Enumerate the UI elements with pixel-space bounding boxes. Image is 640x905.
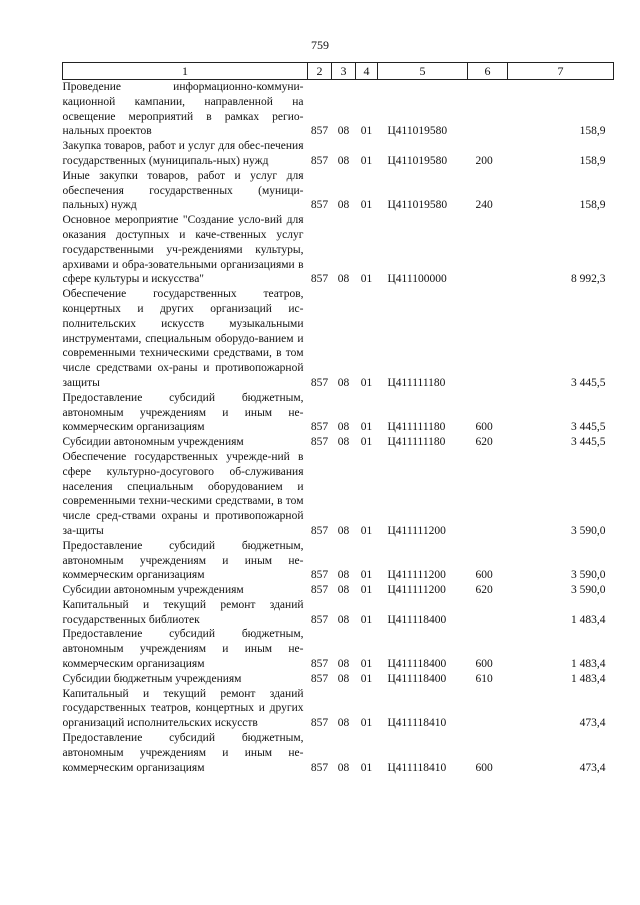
row-expense-type: 600 <box>475 658 493 671</box>
row-section: 08 <box>337 273 350 286</box>
row-ministry-code: 857 <box>310 761 329 774</box>
row-target-article: Ц411118410 <box>387 761 447 774</box>
row-target-article: Ц411111200 <box>387 584 446 597</box>
row-expense-type <box>468 598 508 628</box>
row-section: 08 <box>337 584 350 597</box>
table-row <box>63 731 614 775</box>
row-name: Иные закупки товаров, работ и услуг для обеспечения государственных (муници-пальных) нужд <box>62 169 304 212</box>
page-number: 759 <box>311 38 329 52</box>
row-name: Субсидии автономным учреждениям <box>62 436 244 449</box>
row-section: 08 <box>337 613 350 626</box>
row-amount: 3 590,0 <box>571 584 606 597</box>
row-ministry-code: 857 <box>310 584 329 597</box>
row-subsection: 01 <box>360 421 373 434</box>
table-row <box>63 672 614 687</box>
row-section: 08 <box>337 199 350 212</box>
row-ministry-code: 857 <box>310 717 329 730</box>
row-expense-type <box>468 450 508 539</box>
row-subsection: 01 <box>360 199 373 212</box>
table-row <box>63 213 614 287</box>
row-target-article: Ц411111200 <box>387 524 446 537</box>
row-section: 08 <box>337 154 350 167</box>
row-ministry-code: 857 <box>310 436 329 449</box>
row-amount: 1 483,4 <box>571 658 606 671</box>
row-amount: 473,4 <box>579 761 606 774</box>
row-subsection: 01 <box>360 569 373 582</box>
table-row <box>63 435 614 450</box>
table-header-row <box>63 63 614 80</box>
row-name: Предоставление субсидий бюджетным, автономным учреждениям и иным не-коммерческим организациям <box>62 391 304 434</box>
row-target-article: Ц411111180 <box>387 421 446 434</box>
row-amount: 3 590,0 <box>571 524 606 537</box>
table-row <box>63 391 614 435</box>
row-expense-type: 620 <box>475 436 493 449</box>
row-name: Предоставление субсидий бюджетным, автономным учреждениям и иным не-коммерческим организациям <box>62 732 304 774</box>
row-expense-type <box>468 287 508 391</box>
row-target-article: Ц411019580 <box>387 199 448 212</box>
row-name: Капитальный и текущий ремонт зданий государственных библиотек <box>62 598 304 626</box>
row-name: Проведение информационно-коммуни-кационной кампании, направленной на освещение мероприятий в рамках регио-нальных проектов <box>62 81 304 138</box>
header-col-7: 7 <box>508 63 614 80</box>
row-subsection: 01 <box>360 761 373 774</box>
header-col-5: 5 <box>378 63 468 80</box>
row-subsection: 01 <box>360 584 373 597</box>
row-expense-type <box>468 687 508 731</box>
row-name: Основное мероприятие "Создание усло-вий для оказания доступных и каче-ственных услуг государственными уч-реждениями культуры, архивами и обра-зовательными организациями в сфере культуры и искусства" <box>62 214 304 286</box>
budget-table <box>62 62 614 775</box>
table-row <box>63 598 614 628</box>
table-row <box>63 450 614 539</box>
row-section: 08 <box>337 672 350 685</box>
row-section: 08 <box>337 125 350 138</box>
row-subsection: 01 <box>360 376 373 389</box>
row-subsection: 01 <box>360 613 373 626</box>
row-subsection: 01 <box>360 717 373 730</box>
row-ministry-code: 857 <box>310 613 329 626</box>
row-name: Субсидии бюджетным учреждениям <box>62 672 242 685</box>
row-section: 08 <box>337 436 350 449</box>
row-section: 08 <box>337 569 350 582</box>
row-ministry-code: 857 <box>310 273 329 286</box>
row-expense-type: 200 <box>475 154 493 167</box>
row-target-article: Ц411019580 <box>387 154 448 167</box>
row-name: Субсидии автономным учреждениям <box>62 584 244 597</box>
row-target-article: Ц411100000 <box>387 273 447 286</box>
row-name: Обеспечение государственных учрежде-ний в сфере культурно-досугового об-служивания населения специальным оборудованием и современными техни-ческими средствами, в том числе сред-ствами охраны и противопожарной за-щиты <box>62 450 304 537</box>
table-row <box>63 139 614 169</box>
row-ministry-code: 857 <box>310 154 329 167</box>
row-subsection: 01 <box>360 672 373 685</box>
row-subsection: 01 <box>360 125 373 138</box>
row-section: 08 <box>337 658 350 671</box>
row-amount: 158,9 <box>579 199 606 212</box>
row-target-article: Ц411111180 <box>387 376 446 389</box>
row-ministry-code: 857 <box>310 524 329 537</box>
row-target-article: Ц411118400 <box>387 658 447 671</box>
row-ministry-code: 857 <box>310 376 329 389</box>
header-col-3: 3 <box>332 63 356 80</box>
row-name: Предоставление субсидий бюджетным, автономным учреждениям и иным не-коммерческим организациям <box>62 628 304 671</box>
row-subsection: 01 <box>360 436 373 449</box>
table-row <box>63 80 614 140</box>
header-col-2: 2 <box>308 63 332 80</box>
row-expense-type: 600 <box>475 761 493 774</box>
row-ministry-code: 857 <box>310 672 329 685</box>
row-amount: 158,9 <box>579 125 606 138</box>
row-target-article: Ц411111200 <box>387 569 446 582</box>
row-expense-type: 620 <box>475 584 493 597</box>
row-ministry-code: 857 <box>310 125 329 138</box>
row-section: 08 <box>337 421 350 434</box>
row-expense-type: 240 <box>475 199 493 212</box>
table-row <box>63 583 614 598</box>
row-ministry-code: 857 <box>310 421 329 434</box>
row-target-article: Ц411019580 <box>387 125 448 138</box>
table-row <box>63 287 614 391</box>
row-ministry-code: 857 <box>310 199 329 212</box>
row-ministry-code: 857 <box>310 658 329 671</box>
row-target-article: Ц411111180 <box>387 436 446 449</box>
row-subsection: 01 <box>360 154 373 167</box>
table-row <box>63 169 614 213</box>
row-name: Предоставление субсидий бюджетным, автономным учреждениям и иным не-коммерческим организациям <box>62 539 304 582</box>
row-expense-type <box>468 213 508 287</box>
row-amount: 3 590,0 <box>571 569 606 582</box>
row-name: Обеспечение государственных театров, концертных и других организаций ис-полнительских искусств музыкальными инструментами, специальным оборудо-ванием и современными техническими средствами, в том числе средствами ох-раны и противопожарной защиты <box>62 288 304 389</box>
table-row <box>63 539 614 583</box>
row-subsection: 01 <box>360 658 373 671</box>
row-name: Закупка товаров, работ и услуг для обес-печения государственных (муниципаль-ных) нужд <box>62 140 304 167</box>
row-amount: 3 445,5 <box>571 376 606 389</box>
row-expense-type: 610 <box>475 672 493 685</box>
row-section: 08 <box>337 761 350 774</box>
row-name: Капитальный и текущий ремонт зданий государственных театров, концертных и других организаций исполнительских искусств <box>62 687 304 730</box>
row-ministry-code: 857 <box>310 569 329 582</box>
row-amount: 1 483,4 <box>571 672 606 685</box>
row-expense-type <box>468 80 508 140</box>
table-row <box>63 627 614 671</box>
header-col-6: 6 <box>468 63 508 80</box>
row-section: 08 <box>337 524 350 537</box>
row-target-article: Ц411118400 <box>387 672 447 685</box>
row-section: 08 <box>337 717 350 730</box>
row-amount: 473,4 <box>579 717 606 730</box>
row-section: 08 <box>337 376 350 389</box>
table-row <box>63 687 614 731</box>
row-target-article: Ц411118410 <box>387 717 447 730</box>
row-amount: 8 992,3 <box>571 273 606 286</box>
row-target-article: Ц411118400 <box>387 613 447 626</box>
row-amount: 3 445,5 <box>571 421 606 434</box>
row-expense-type: 600 <box>475 421 493 434</box>
header-col-4: 4 <box>356 63 378 80</box>
row-subsection: 01 <box>360 524 373 537</box>
row-amount: 1 483,4 <box>571 613 606 626</box>
header-col-1: 1 <box>63 63 308 80</box>
row-amount: 3 445,5 <box>571 436 606 449</box>
row-subsection: 01 <box>360 273 373 286</box>
row-expense-type: 600 <box>475 569 493 582</box>
row-amount: 158,9 <box>579 154 606 167</box>
